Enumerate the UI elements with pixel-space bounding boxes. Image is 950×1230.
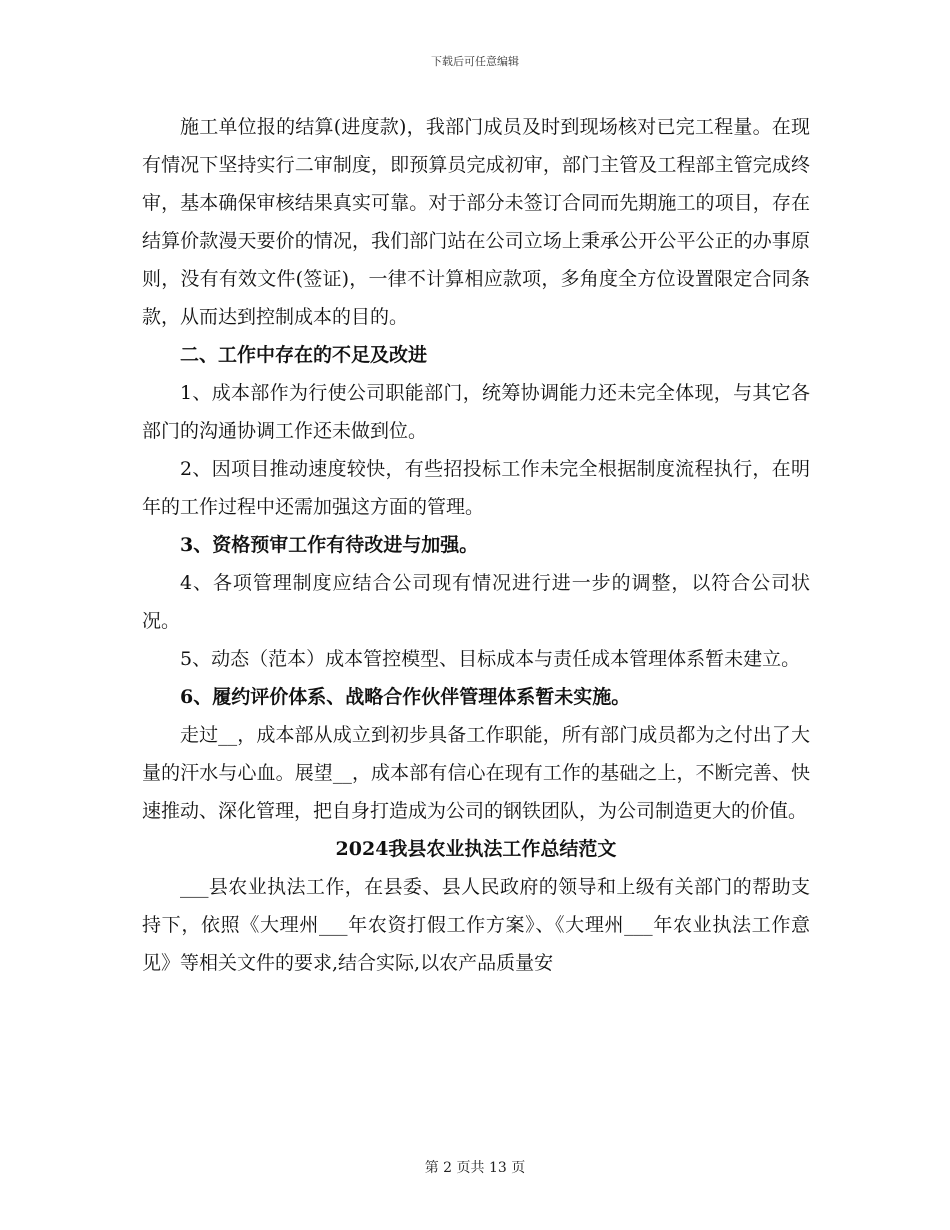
list-item-4: 4、各项管理制度应结合公司现有情况进行进一步的调整，以符合公司状况。 bbox=[142, 572, 810, 632]
page-number: 第 2 页共 13 页 bbox=[424, 1160, 526, 1176]
section-heading-shortcomings: 二、工作中存在的不足及改进 bbox=[180, 344, 428, 366]
list-item-2: 2、因项目推动速度较快，有些招投标工作未完全根据制度流程执行，在明年的工作过程中还需加强这方面的管理。 bbox=[142, 458, 810, 518]
paragraph-closing: 走过__，成本部从成立到初步具备工作职能，所有部门成员都为之付出了大量的汗水与心血。展望__，成本部有信心在现有工作的基础之上，不断完善、快速推动、深化管理，把自身打造成为公司的钢铁团队，为公司制造更大的价值。 bbox=[142, 724, 810, 822]
document-body bbox=[142, 108, 810, 982]
page-header: 下载后可任意编辑 bbox=[431, 55, 519, 68]
list-item-3: 3、资格预审工作有待改进与加强。 bbox=[180, 534, 479, 556]
list-item-1: 1、成本部作为行使公司职能部门，统筹协调能力还未完全体现，与其它各部门的沟通协调工作还未做到位。 bbox=[142, 382, 810, 442]
list-item-6: 6、履约评价体系、战略合作伙伴管理体系暂未实施。 bbox=[180, 686, 631, 708]
paragraph-settlement-review: 施工单位报的结算(进度款)，我部门成员及时到现场核对已完工程量。在现有情况下坚持实行二审制度，即预算员完成初审，部门主管及工程部主管完成终审，基本确保审核结果真实可靠。对于部分未签订合同而先期施工的项目，存在结算价款漫天要价的情况，我们部门站在公司立场上秉承公开公平公正的办事原则，没有有效文件(签证)，一律不计算相应款项，多角度全方位设置限定合同条款，从而达到控制成本的目的。 bbox=[142, 116, 810, 328]
list-item-5: 5、动态（范本）成本管控模型、目标成本与责任成本管理体系暂未建立。 bbox=[180, 648, 801, 670]
article-title: 2024我县农业执法工作总结范文 bbox=[335, 838, 617, 860]
paragraph-intro: ___县农业执法工作，在县委、县人民政府的领导和上级有关部门的帮助支持下，依照《大理州___年农资打假工作方案》、《大理州___年农业执法工作意见》等相关文件的要求,结合实际,以农产品质量安 bbox=[142, 876, 810, 974]
